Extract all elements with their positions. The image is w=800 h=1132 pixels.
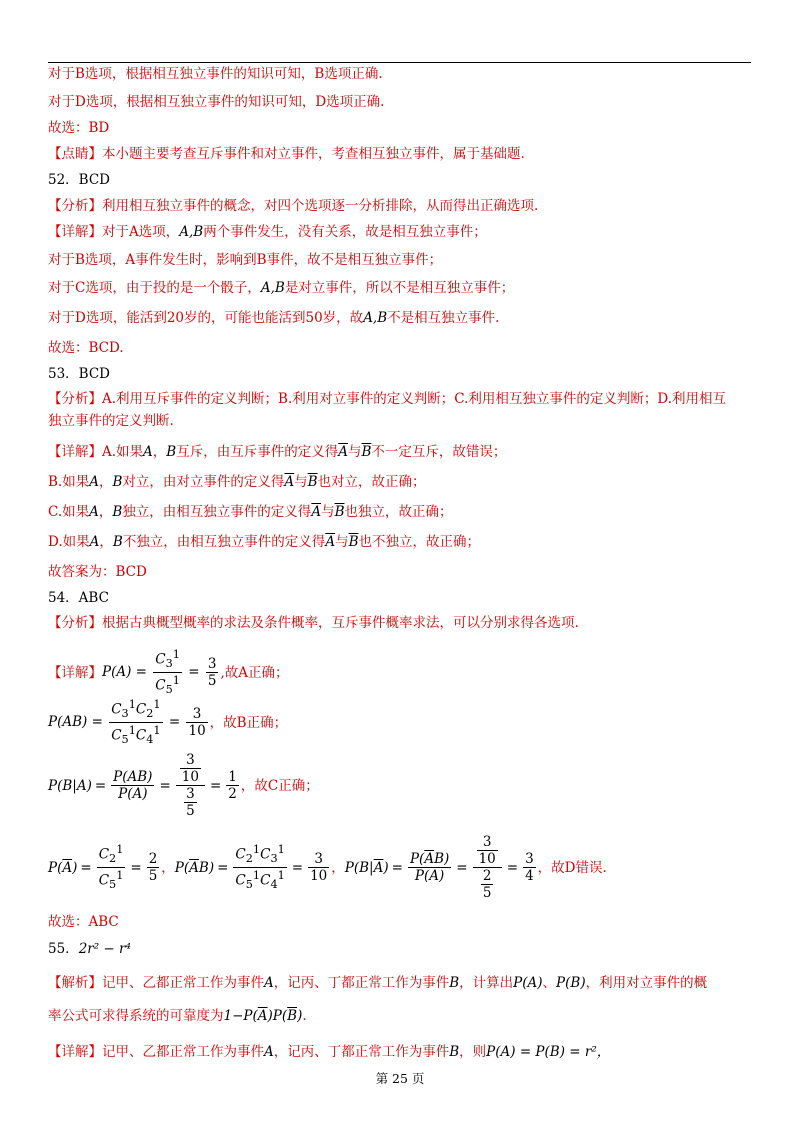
text-line: 【点睛】本小题主要考查互斥事件和对立事件，考查相互独立事件，属于基础题. [48,146,525,162]
text-line: 【详解】对于A选项，A,B两个事件发生，没有关系，故是相互独立事件； [48,224,487,240]
text-line: B.如果A，B对立，由对立事件的定义得$\overline{A}$与$\overline{B}$也对立，故正确； [48,474,426,490]
text-line: 【分析】根据古典概型概率的求法及条件概率，互斥事件概率求法，可以分别求得各选项. [48,615,579,631]
text-line: 故选：BCD. [48,340,124,356]
text-line: 故答案为：BCD [48,564,147,580]
answer-heading: 53．BCD [48,366,111,382]
text-line: 对于B选项，A事件发生时，影响到B事件，故不是相互独立事件； [48,252,443,268]
text-line: C.如果A，B独立，由相互独立事件的定义得$\overline{A}$与$\overline{B}$也独立，故正确； [48,504,453,520]
formula-line: P(AB) = $\frac{C_3^1C_2^1}{C_5^1C_4^1}$ = $\frac{3}{10}$ ，故B正确； [48,698,288,747]
answer-heading: 55．2r² − r⁴ [48,941,131,957]
text-line: 【分析】利用相互独立事件的概念，对四个选项逐一分析排除，从而得出正确选项. [48,198,539,214]
text-line: 【分析】A.利用互斥事件的定义判断；B.利用对立事件的定义判断；C.利用相互独立事件的定义判断；D.利用相互 [48,391,727,407]
text-line: 对于D选项，能活到20岁的，可能也能活到50岁，故A,B不是相互独立事件. [48,310,500,326]
answer-heading: 52．BCD [48,172,111,188]
formula: P(AB) = $\frac{C_3^1C_2^1}{C_5^1C_4^1}$ = $\frac{3}{10}$ [48,698,206,747]
formula: P(A) = $\frac{C_3^1}{C_5^1}$ = $\frac{3}{5}$ [102,648,217,697]
text-line: 独立事件的定义判断. [48,413,174,429]
text-line: 【详解】A.如果A，B互斥，由互斥事件的定义得$\overline{A}$与$\overline{B}$不一定互斥，故错误； [48,444,507,460]
answer-heading: 54．ABC [48,590,109,606]
text-line: 故选：ABC [48,914,119,930]
page-number: 第 25 页 [375,1071,425,1086]
formula-line: 【详解】 P(A) = $\frac{C_3^1}{C_5^1}$ = $\frac{3}{5}$ ,故A正确； [48,648,289,697]
header-rule [48,62,751,63]
text-line: 率公式可求得系统的可靠度为$1-P(\overline{A})P(\overline{B})$. [48,1008,307,1024]
formula: $P(\overline{A}B)$ = $\frac{C_2^1C_3^1}{C_5^1C_4^1}$ = $\frac{3}{10}$ [174,842,328,892]
text-line: 对于D选项，根据相互独立事件的知识可知，D选项正确. [48,94,385,110]
text-line: 故选：BD [48,120,110,136]
formula: $P(B|\overline{A})$ = $\frac{P(\overline{A}B)}{P(\overline{A})}$ = $\frac{\frac{3}{10}}{\frac{2}{5}}$ = $\frac{3}{4}$ [344,834,534,901]
text-line: 对于B选项，根据相互独立事件的知识可知，B选项正确. [48,66,383,82]
formula: P(B|A) = $\frac{P(AB)}{P(A)}$ = $\frac{\frac{3}{10}}{\frac{3}{5}}$ = $\frac{1}{2}$ [48,752,237,819]
text-line: D.如果A，B不独立，由相互独立事件的定义得$\overline{A}$与$\overline{B}$也不独立，故正确； [48,534,480,550]
text-line: 对于C选项，由于投的是一个骰子，A,B是对立事件，所以不是相互独立事件； [48,280,515,296]
formula-line: P(B|A) = $\frac{P(AB)}{P(A)}$ = $\frac{\frac{3}{10}}{\frac{3}{5}}$ = $\frac{1}{2}$ ，故C正确； [48,752,319,819]
formula-line: $P(\overline{A})$ = $\frac{C_2^1}{C_5^1}$ = $\frac{2}{5}$ ， $P(\overline{A}B)$ = $\frac{C_2^1C_3^1}{C_5^1C_4^1}$ = $\frac{3}{10}$ ， $P(B|\overline{A})$ = $\frac{P(\overline{A}B)}{P(\overline{A})}$ = $\frac{\frac{3}{10}}{\frac{2}{5}}$ = $\frac{3}{4}$ ，故D错误. [48,834,607,901]
text-line: 【详解】记甲、乙都正常工作为事件A，记丙、丁都正常工作为事件B，则P(A) = P(B) = r²， [48,1044,611,1060]
formula: $P(\overline{A})$ = $\frac{C_2^1}{C_5^1}$ = $\frac{2}{5}$ [48,842,158,892]
text-line: 【解析】记甲、乙都正常工作为事件A，记丙、丁都正常工作为事件B，计算出P(A)、P(B)，利用对立事件的概 [48,975,708,991]
